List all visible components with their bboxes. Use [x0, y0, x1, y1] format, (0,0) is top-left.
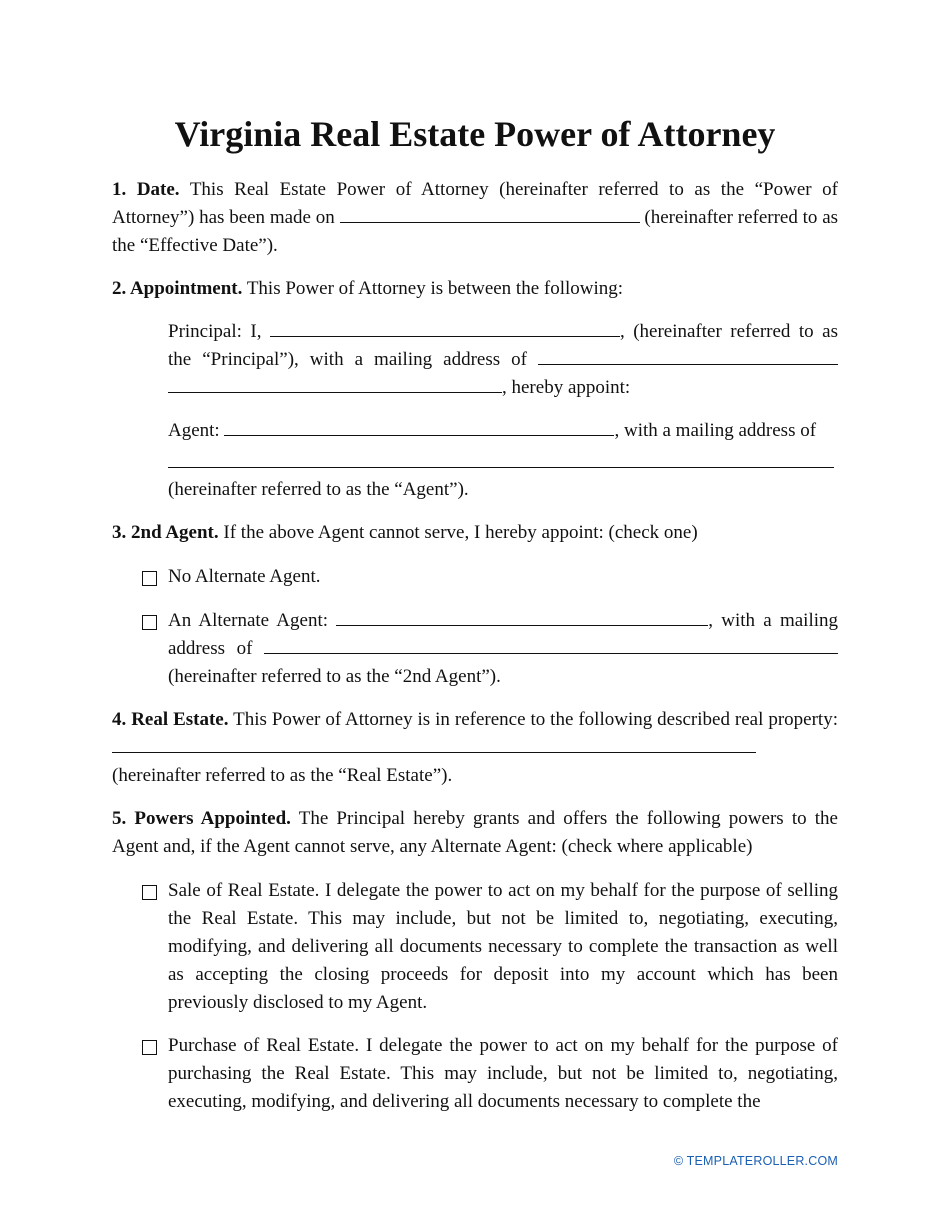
section-real-estate: 4. Real Estate. This Power of Attorney is in reference to the following described real property: (hereinafter referred to as the “Real Estate”). [112, 709, 838, 786]
agent-name-field[interactable] [224, 418, 614, 436]
option-no-alternate: No Alternate Agent. [112, 563, 838, 591]
document-title: Virginia Real Estate Power of Attorney [174, 114, 776, 154]
checkbox[interactable] [142, 615, 157, 630]
property-description-field[interactable] [112, 735, 756, 753]
alternate-agent-name-field[interactable] [336, 608, 708, 626]
section-powers-appointed: 5. Powers Appointed. The Principal hereby grants and offers the following powers to the Agent and, if the Agent cannot serve, any Alternate Agent: (check where applicable) [112, 808, 838, 857]
agent-address-field[interactable] [168, 447, 834, 468]
section-heading: 5. Powers Appointed. [112, 808, 291, 829]
principal-address-field[interactable] [538, 347, 838, 365]
effective-date-field[interactable] [340, 205, 640, 223]
section-heading: 1. Date. [112, 179, 180, 200]
principal-block: Principal: I, , (hereinafter referred to as the “Principal”), with a mailing address of , hereby appoint: [168, 321, 839, 398]
alternate-agent-address-field[interactable] [264, 636, 838, 654]
principal-address-field-2[interactable] [168, 375, 502, 393]
power-sale-item: Sale of Real Estate. I delegate the power to act on my behalf for the purpose of selling the Real Estate. This may include, but not be limited to, negotiating, executing, modifying, and delivering all documents necessary to complete the transaction as well as accepting the closing proceeds for deposit into my account which has been previously disclosed to my Agent. [112, 877, 838, 1017]
section-appointment: 2. Appointment. This Power of Attorney is between the following: [112, 278, 624, 299]
section-heading: 4. Real Estate. [112, 709, 229, 730]
footer-copyright: © TEMPLATEROLLER.COM [673, 1154, 838, 1168]
checkbox[interactable] [142, 885, 157, 900]
document-page [112, 108, 838, 1116]
checkbox[interactable] [142, 571, 157, 586]
section-heading: 2. Appointment. [112, 278, 243, 299]
option-alternate-agent: An Alternate Agent: , with a mailing address of (hereinafter referred to as the “2nd Agent”). [112, 607, 838, 691]
principal-name-field[interactable] [270, 319, 620, 337]
checkbox[interactable] [142, 1040, 157, 1055]
section-date: 1. Date. This Real Estate Power of Attorney (hereinafter referred to as the “Power of Attorney”) has been made on (hereinafter referred to as the “Effective Date”). [112, 179, 839, 256]
power-purchase-item: Purchase of Real Estate. I delegate the power to act on my behalf for the purpose of purchasing the Real Estate. This may include, but not be limited to, negotiating, executing, modifying, and delivering all documents necessary to complete the [112, 1032, 838, 1116]
section-2nd-agent: 3. 2nd Agent. If the above Agent cannot serve, I hereby appoint: (check one) [112, 522, 698, 543]
section-heading: 3. 2nd Agent. [112, 522, 219, 543]
agent-block: Agent: , with a mailing address of (hereinafter referred to as the “Agent”). [112, 417, 838, 504]
